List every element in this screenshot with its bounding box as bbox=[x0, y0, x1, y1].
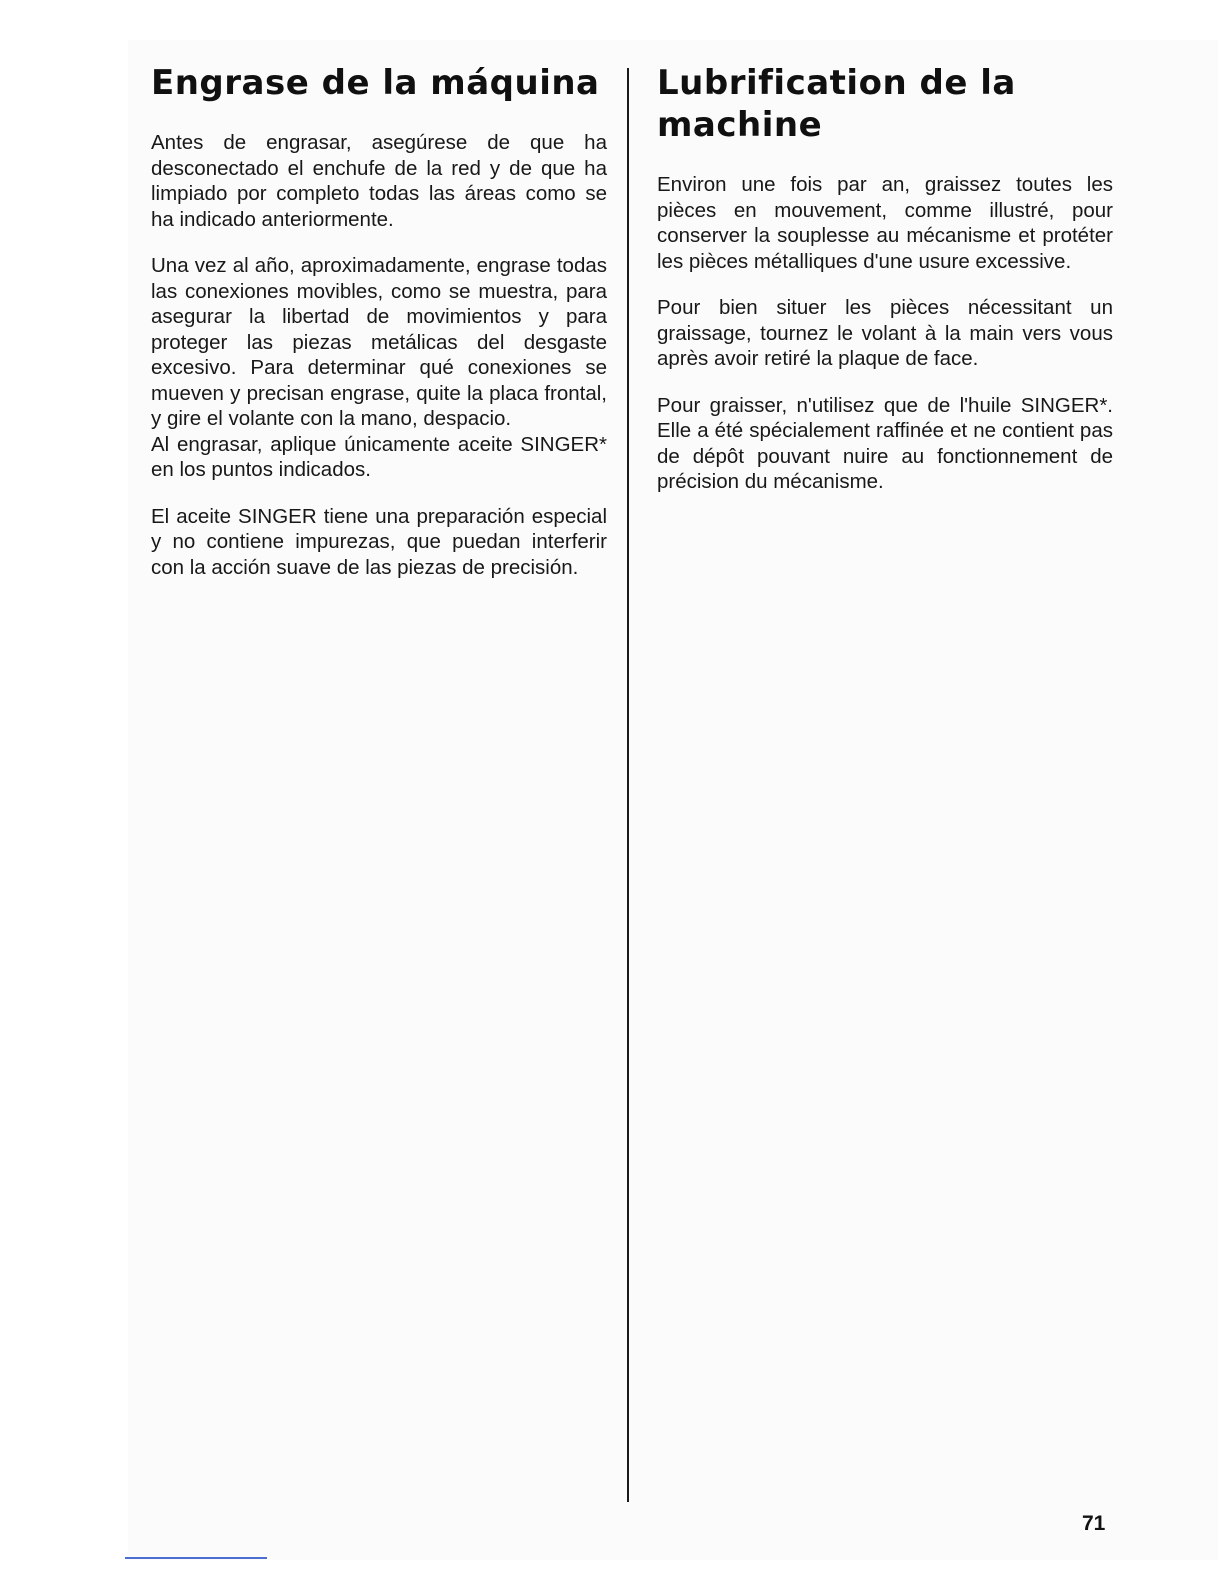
spanish-paragraph-4: El aceite SINGER tiene una preparación especial y no contiene impurezas, que puedan interferir con la acción suave de las piezas de precisión. bbox=[151, 504, 607, 579]
spanish-paragraph-3: Al engrasar, aplique únicamente aceite SINGER* en los puntos indicados. bbox=[151, 432, 607, 481]
french-column bbox=[657, 62, 1113, 516]
spanish-paragraph-2: Una vez al año, aproximadamente, engrase todas las conexiones movibles, como se muestra, para asegurar la libertad de movimientos y para proteger las piezas metálicas del desgaste excesivo. Para determinar qué conexiones se mueven y precisan engrase, quite la placa frontal, y gire el volante con la mano, despacio. bbox=[151, 254, 607, 430]
page-number: 71 bbox=[1082, 1512, 1106, 1535]
footer-rule bbox=[125, 1557, 267, 1559]
french-title: Lubrification de la machine bbox=[657, 63, 1016, 145]
french-paragraph-1: Environ une fois par an, graissez toutes les pièces en mouvement, comme illustré, pour conserver la souplesse au mécanisme et protéter les pièces métalliques d'une usure excessive. bbox=[657, 173, 1113, 273]
french-paragraph-3: Pour graisser, n'utilisez que de l'huile SINGER*. Elle a été spécialement raffinée et ne contient pas de dépôt pouvant nuire au fonctionnement de précision du mécanisme. bbox=[657, 393, 1113, 493]
column-divider bbox=[627, 68, 629, 1502]
spanish-paragraph-1: Antes de engrasar, asegúrese de que ha desconectado el enchufe de la red y de que ha limpiado por completo todas las áreas como se ha indicado anteriormente. bbox=[151, 131, 607, 231]
spanish-column bbox=[151, 62, 607, 601]
spanish-title: Engrase de la máquina bbox=[151, 63, 600, 103]
french-paragraph-2: Pour bien situer les pièces nécessitant un graissage, tournez le volant à la main vers vous après avoir retiré la plaque de face. bbox=[657, 296, 1113, 370]
